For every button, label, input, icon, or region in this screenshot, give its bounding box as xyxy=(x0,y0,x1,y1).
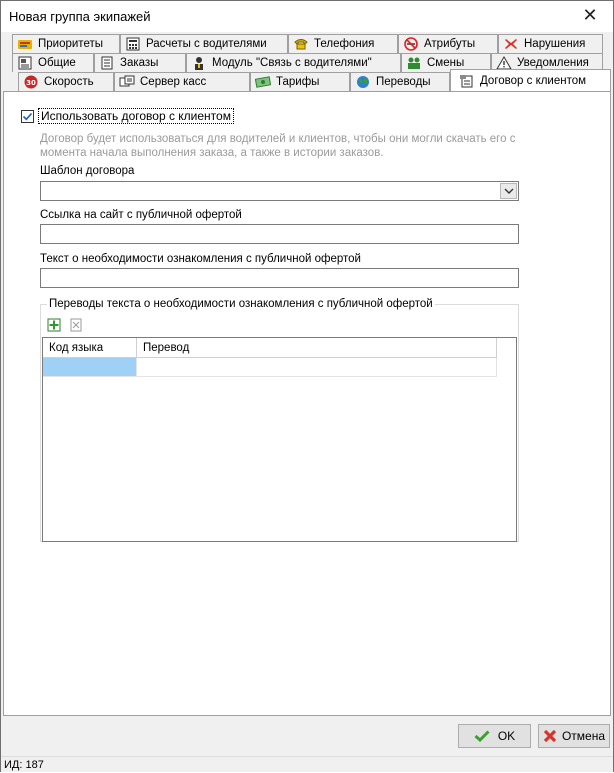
tab-driver-module[interactable] xyxy=(186,53,401,72)
ok-label: OK xyxy=(497,729,516,743)
tab-violations[interactable] xyxy=(498,34,603,53)
translations-grid[interactable] xyxy=(42,337,517,542)
template-value[interactable] xyxy=(41,182,518,200)
add-icon xyxy=(46,317,62,333)
general-icon xyxy=(17,56,33,70)
tab-label: Модуль "Связь с водителями" xyxy=(212,57,372,69)
offer-link-field[interactable] xyxy=(40,224,519,244)
svg-text:30: 30 xyxy=(26,79,36,87)
offer-link-input[interactable] xyxy=(41,225,518,243)
delete-row-button[interactable] xyxy=(68,317,84,333)
tab-label: Смены xyxy=(427,57,465,69)
tab-cash-server[interactable] xyxy=(114,72,250,91)
table-row[interactable] xyxy=(43,358,497,377)
violation-icon xyxy=(503,37,519,51)
window-title: Новая группа экипажей xyxy=(9,9,151,24)
globe-icon xyxy=(355,75,371,89)
speed-icon xyxy=(23,75,39,89)
tab-strip xyxy=(3,34,611,92)
calculator-icon xyxy=(125,37,141,51)
phone-icon xyxy=(293,37,309,51)
chevron-down-icon xyxy=(504,187,514,195)
use-contract-row[interactable] xyxy=(21,108,234,124)
orders-icon xyxy=(99,56,115,70)
tab-attributes[interactable] xyxy=(398,34,498,53)
checkmark-icon xyxy=(22,111,33,122)
cell-language-code[interactable] xyxy=(43,358,137,377)
cancel-label: Отмена xyxy=(561,729,606,743)
delete-icon xyxy=(68,317,84,333)
checkmark-icon xyxy=(474,730,490,742)
template-select[interactable] xyxy=(40,181,519,201)
warning-icon xyxy=(496,56,512,70)
tab-general[interactable] xyxy=(12,53,94,72)
tab-translations[interactable] xyxy=(350,72,450,91)
tab-speed[interactable] xyxy=(18,72,114,91)
offer-text-input[interactable] xyxy=(41,269,518,287)
tab-telephony[interactable] xyxy=(288,34,398,53)
cancel-button[interactable] xyxy=(538,724,610,748)
tab-label: Телефония xyxy=(314,38,375,50)
use-contract-checkbox[interactable] xyxy=(21,110,34,123)
contract-icon xyxy=(459,74,475,88)
template-label: Шаблон договора xyxy=(40,165,135,177)
offer-text-label: Текст о необходимости ознакомления с публичной офертой xyxy=(40,253,361,265)
tab-label: Общие xyxy=(38,57,76,69)
tab-label: Заказы xyxy=(120,57,159,69)
ok-button[interactable] xyxy=(458,724,531,748)
tab-label: Уведомления xyxy=(517,57,589,69)
priority-icon xyxy=(17,37,33,51)
tab-label: Тарифы xyxy=(276,76,320,88)
money-icon xyxy=(255,75,271,89)
column-header-translation[interactable]: Перевод xyxy=(137,338,497,358)
shifts-icon xyxy=(406,56,422,70)
dropdown-button[interactable] xyxy=(500,183,517,199)
tab-label: Атрибуты xyxy=(424,38,476,50)
tab-label: Сервер касс xyxy=(140,76,207,88)
translations-group-title: Переводы текста о необходимости ознакомления с публичной офертой xyxy=(49,298,433,310)
tab-label: Переводы xyxy=(376,76,431,88)
title-bar xyxy=(1,1,613,32)
use-contract-label[interactable]: Использовать договор с клиентом xyxy=(38,108,234,124)
offer-text-field[interactable] xyxy=(40,268,519,288)
tab-driver-payments[interactable] xyxy=(120,34,288,53)
contract-hint: Договор будет использоваться для водителей и клиентов, чтобы они могли скачать его с момента начала выполнения заказа, а также в истории заказов. xyxy=(40,133,516,159)
tab-orders[interactable] xyxy=(94,53,186,72)
grid-header xyxy=(43,338,497,358)
cancel-icon xyxy=(543,729,557,743)
tab-label: Договор с клиентом xyxy=(480,74,587,87)
tab-client-contract[interactable] xyxy=(450,69,611,91)
status-bar xyxy=(1,756,613,772)
close-icon[interactable]: ✕ xyxy=(582,5,598,26)
column-header-language-code[interactable]: Код языка xyxy=(43,338,137,358)
add-row-button[interactable] xyxy=(46,317,62,333)
record-id: ИД: 187 xyxy=(4,759,44,771)
tab-tariffs[interactable] xyxy=(250,72,350,91)
tab-label: Расчеты с водителями xyxy=(146,38,267,50)
tab-priorities[interactable] xyxy=(12,34,120,53)
cell-translation[interactable] xyxy=(137,358,497,377)
cash-server-icon xyxy=(119,75,135,89)
tab-label: Приоритеты xyxy=(38,38,103,50)
tab-label: Нарушения xyxy=(524,38,586,50)
driver-icon xyxy=(191,56,207,70)
tab-label: Скорость xyxy=(44,76,94,88)
no-smoking-icon xyxy=(403,37,419,51)
offer-link-label: Ссылка на сайт с публичной офертой xyxy=(40,209,242,221)
